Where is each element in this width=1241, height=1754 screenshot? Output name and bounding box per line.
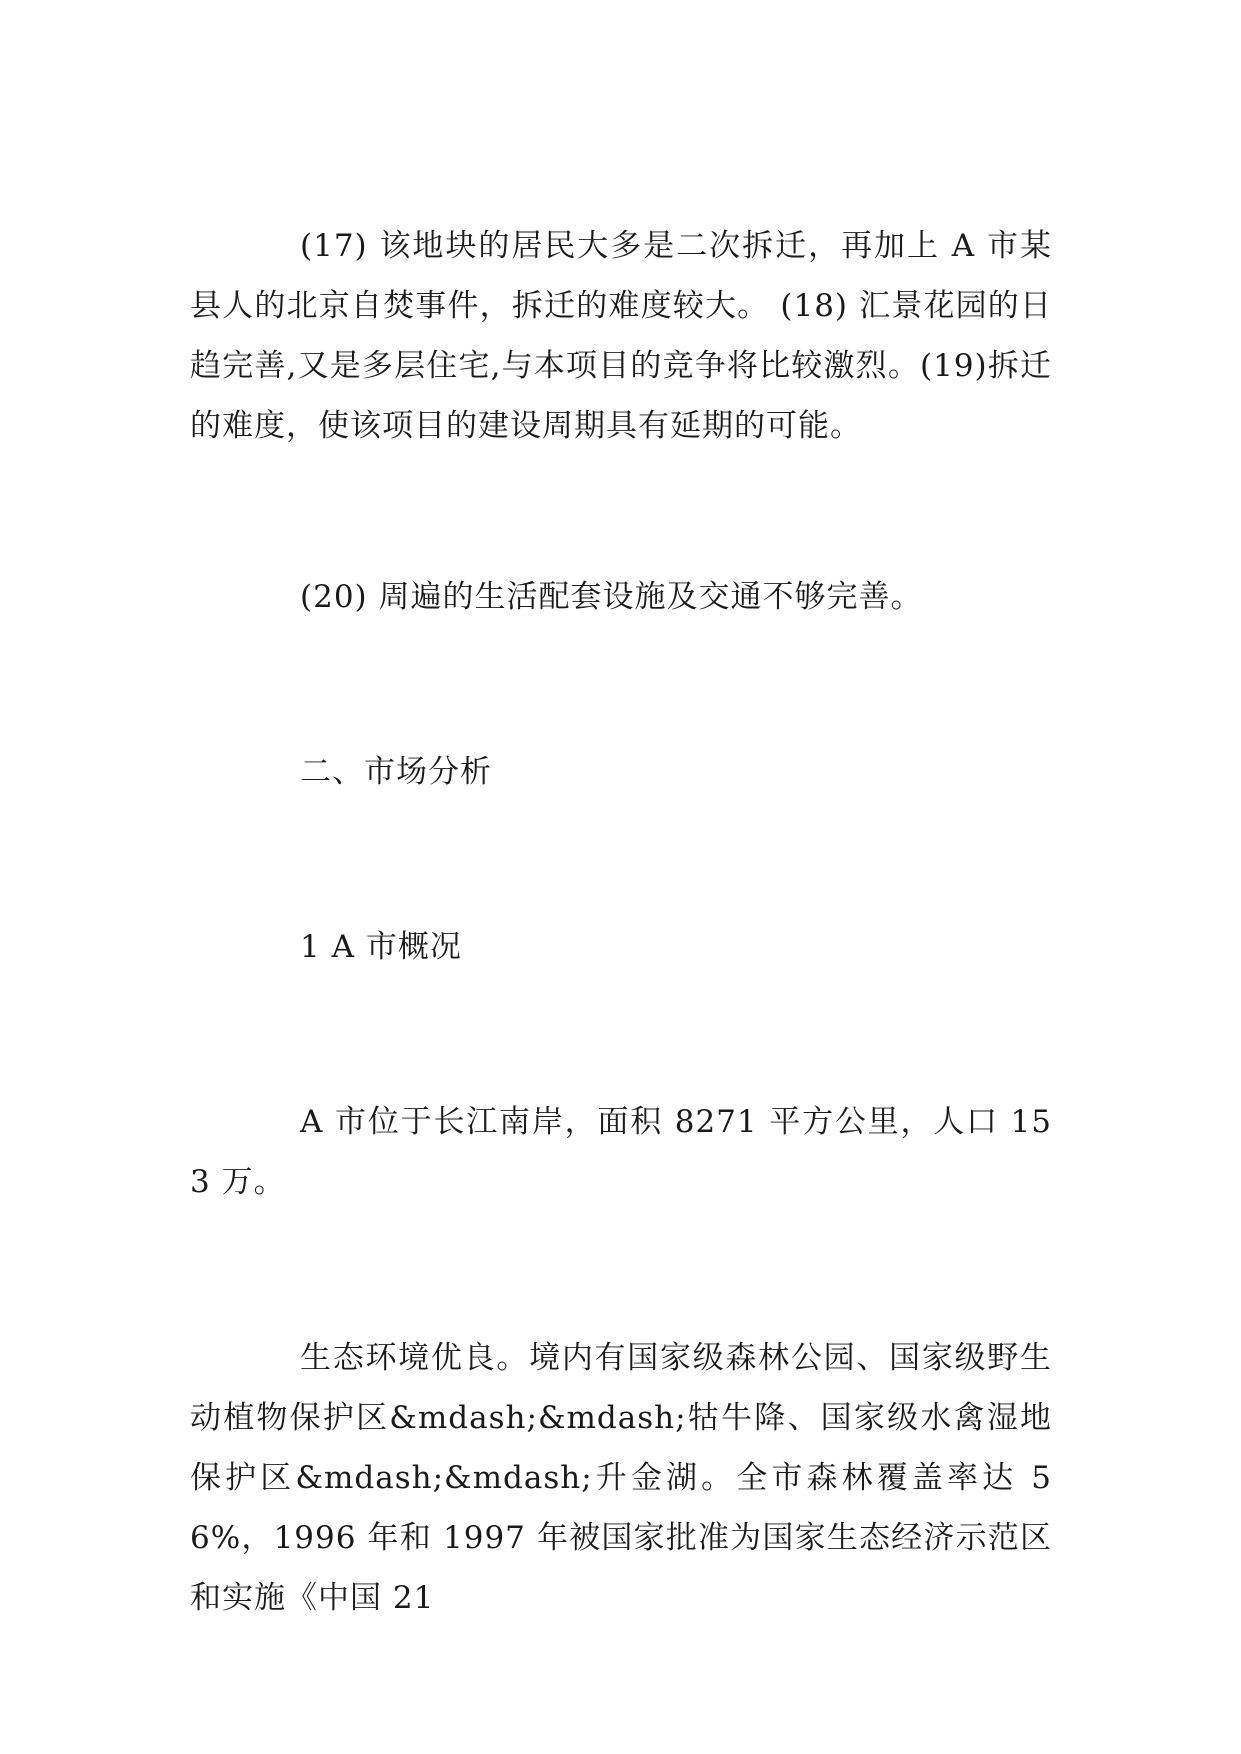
subsection-heading-city-overview: 1 A 市概况 xyxy=(300,929,462,965)
paragraph-supporting-facilities: (20) 周遍的生活配套设施及交通不够完善。 xyxy=(300,579,923,615)
paragraph-ecological-environment: 生态环境优良。境内有国家级森林公园、国家级野生动植物保护区&mdash;&mdash;牯牛降、国家级水禽湿地保护区&mdash;&mdash;升金湖。全市森林覆盖率达 56%，1996 年和 1997 年被国家批准为国家生态经济示范区和实施《中国 21 xyxy=(190,1340,1052,1616)
paragraph-city-location: A 市位于长江南岸，面积 8271 平方公里，人口 153 万。 xyxy=(190,1104,1052,1200)
section-heading-market-analysis: 二、市场分析 xyxy=(300,754,492,790)
paragraph-demolition-risks: (17) 该地块的居民大多是二次拆迁，再加上 A 市某县人的北京自焚事件，拆迁的难度较大。 (18) 汇景花园的日趋完善,又是多层住宅,与本项目的竞争将比较激烈。(19)拆迁的难度，使该项目的建设周期具有延期的可能。 xyxy=(190,228,1052,444)
